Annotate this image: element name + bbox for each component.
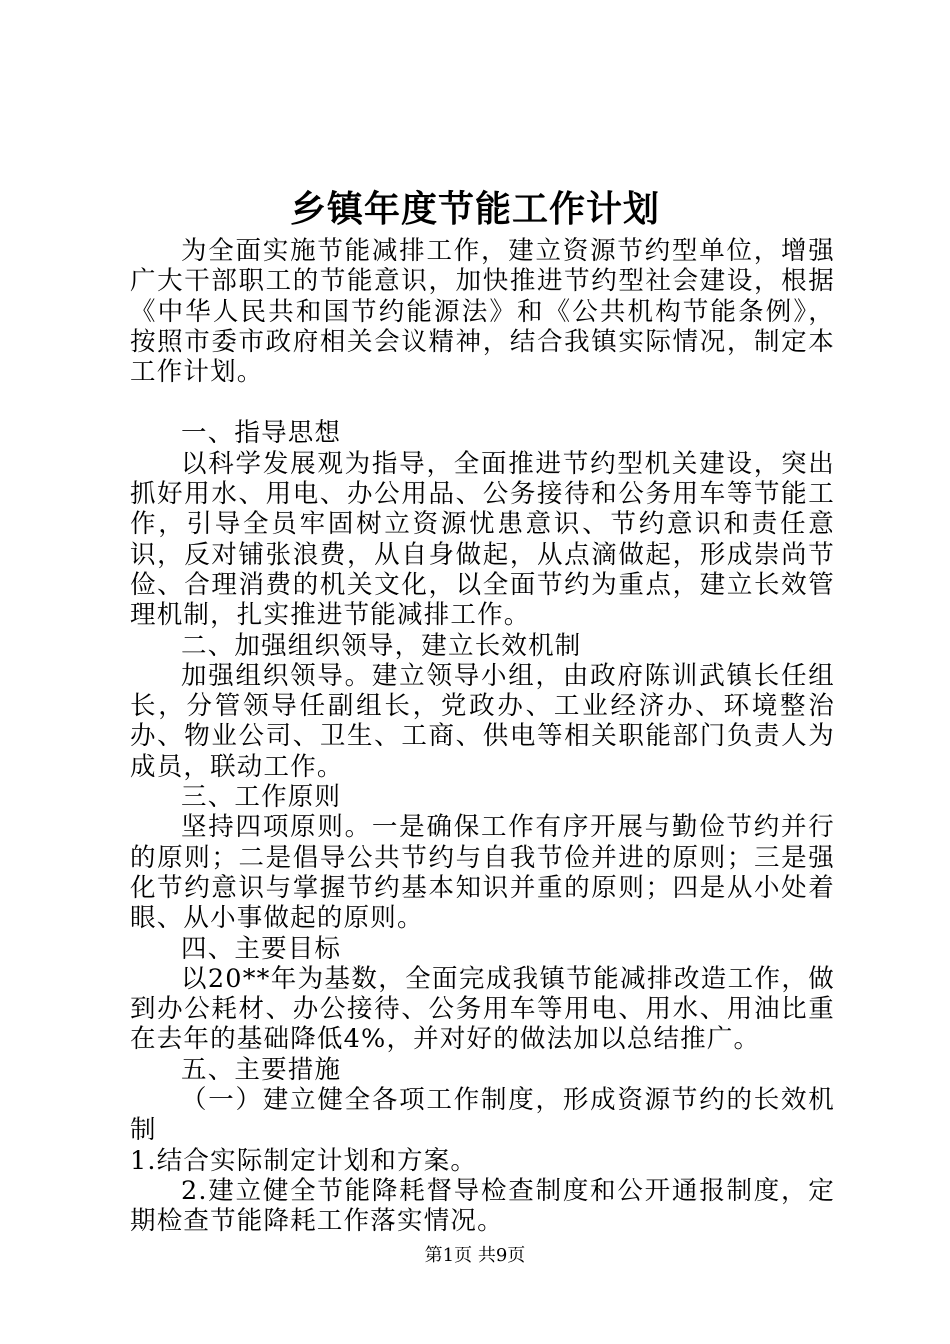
section-heading-goals: 四、主要目标 [181, 933, 342, 964]
section-heading-measures: 五、主要措施 [181, 1054, 342, 1085]
principles-paragraph: 坚持四项原则。一是确保工作有序开展与勤俭节约并行的原则；二是倡导公共节约与自我节俭并进的原则；三是强化节约意识与掌握节约基本知识并重的原则；四是从小处着眼、从小事做起的原则。 [130, 812, 835, 934]
document-body [130, 236, 835, 1237]
measures-subheading: （一）建立健全各项工作制度，形成资源节约的长效机制 [130, 1085, 835, 1146]
measure-item-1: 1.结合实际制定计划和方案。 [130, 1145, 478, 1176]
section-heading-principles: 三、工作原则 [181, 782, 342, 813]
goals-paragraph: 以20**年为基数，全面完成我镇节能减排改造工作，做到办公耗材、办公接待、公务用车等用电、用水、用油比重在去年的基础降低4%，并对好的做法加以总结推广。 [130, 963, 835, 1055]
intro-paragraph: 为全面实施节能减排工作，建立资源节约型单位，增强广大干部职工的节能意识，加快推进节约型社会建设，根据《中华人民共和国节约能源法》和《公共机构节能条例》，按照市委市政府相关会议精神，结合我镇实际情况，制定本工作计划。 [130, 236, 835, 388]
measure-item-2: 2.建立健全节能降耗督导检查制度和公开通报制度，定期检查节能降耗工作落实情况。 [130, 1175, 835, 1237]
guiding-ideology-paragraph: 以科学发展观为指导，全面推进节约型机关建设，突出抓好用水、用电、办公用品、公务接待和公务用车等节能工作，引导全员牢固树立资源忧患意识、节约意识和责任意识，反对铺张浪费，从自身做起，从点滴做起，形成崇尚节俭、合理消费的机关文化，以全面节约为重点，建立长效管理机制，扎实推进节能减排工作。 [130, 448, 835, 631]
document-title: 乡镇年度节能工作计划 [289, 188, 660, 230]
page-number-footer: 第1页 共9页 [424, 1245, 526, 1266]
section-heading-guiding-ideology: 一、指导思想 [181, 418, 342, 449]
organization-paragraph: 加强组织领导。建立领导小组，由政府陈训武镇长任组长，分管领导任副组长，党政办、工业经济办、环境整治办、物业公司、卫生、工商、供电等相关职能部门负责人为成员，联动工作。 [130, 660, 835, 782]
section-heading-organization: 二、加强组织领导，建立长效机制 [181, 630, 582, 661]
